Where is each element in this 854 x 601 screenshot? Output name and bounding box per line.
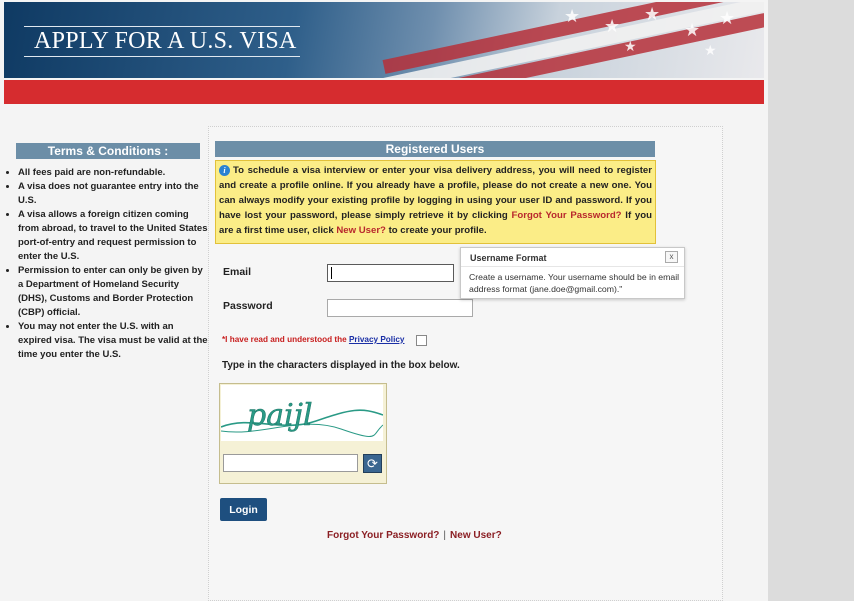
password-label: Password xyxy=(223,300,273,312)
captcha-input[interactable] xyxy=(223,454,358,472)
notice-text: to create your profile. xyxy=(385,225,487,236)
page-title: APPLY FOR A U.S. VISA xyxy=(34,28,297,54)
star-icon: ★ xyxy=(644,4,661,24)
captcha-graphic xyxy=(221,385,383,441)
tooltip-title: Username Format xyxy=(470,253,547,263)
notice-text: If you are a first time user, click xyxy=(219,210,652,236)
star-icon: ★ xyxy=(624,38,637,54)
header-banner xyxy=(4,2,764,78)
terms-heading: Terms & Conditions : xyxy=(16,143,200,159)
star-icon: ★ xyxy=(684,20,701,40)
header-red-bar xyxy=(4,80,764,104)
privacy-text: *I have read and understood the xyxy=(222,335,349,344)
title-rule xyxy=(24,56,300,57)
privacy-policy-link[interactable]: Privacy Policy xyxy=(348,335,405,344)
link-separator: | xyxy=(443,530,447,541)
text-caret xyxy=(331,267,332,279)
captcha-instruction: Type in the characters displayed in the box below. xyxy=(222,360,460,371)
close-icon[interactable]: x xyxy=(665,251,678,263)
password-field[interactable] xyxy=(327,299,473,317)
notice-text: To schedule a visa interview or enter your visa delivery address, you will need to register and create a profile online. If you already have a profile, please do not create a new one. You can always modify your existing profile by logging in using your user ID and password. If you have lost your password, please simply retrieve it by clicking xyxy=(219,165,652,221)
refresh-icon[interactable]: ⟳ xyxy=(363,454,382,473)
forgot-password-link[interactable]: Forgot Your Password? xyxy=(327,530,440,541)
registration-notice xyxy=(215,160,656,244)
info-icon: i xyxy=(219,165,230,176)
username-format-tooltip xyxy=(460,247,685,299)
notice-new-user-link[interactable]: New User? xyxy=(336,225,386,236)
star-icon: ★ xyxy=(719,8,736,28)
registered-users-heading: Registered Users xyxy=(215,141,655,157)
new-user-link[interactable]: New User? xyxy=(450,530,502,541)
terms-item: • A visa allows a foreign citizen coming from abroad, to travel to the United States port-of-entry and request permission to enter the U.S. xyxy=(18,208,208,264)
terms-item: • A visa does not guarantee entry into the U.S. xyxy=(18,180,208,208)
notice-forgot-password-link[interactable]: Forgot Your Password? xyxy=(511,210,622,221)
star-icon: ★ xyxy=(564,6,581,26)
privacy-checkbox[interactable] xyxy=(416,335,427,346)
email-field[interactable] xyxy=(327,264,454,282)
terms-item: • All fees paid are non-refundable. xyxy=(18,166,208,180)
star-icon: ★ xyxy=(704,42,717,58)
title-rule xyxy=(24,26,300,27)
email-label: Email xyxy=(223,266,252,278)
footer-links xyxy=(327,530,502,541)
terms-item: • You may not enter the U.S. with an expired visa. The visa must be valid at the time you enter the U.S. xyxy=(18,320,208,362)
terms-list xyxy=(6,166,208,362)
captcha-chars: paijl xyxy=(247,398,313,433)
star-icon: ★ xyxy=(604,16,621,36)
tooltip-divider xyxy=(461,266,684,267)
terms-item: • Permission to enter can only be given by a Department of Homeland Security (DHS), Customs and Border Protection (CBP) official. xyxy=(18,264,208,320)
login-button[interactable]: Login xyxy=(220,498,267,521)
tooltip-body: Create a username. Your username should be in email address format (jane.doe@gmail.com)." xyxy=(469,272,680,294)
captcha-image xyxy=(221,385,383,441)
privacy-statement xyxy=(222,335,404,344)
